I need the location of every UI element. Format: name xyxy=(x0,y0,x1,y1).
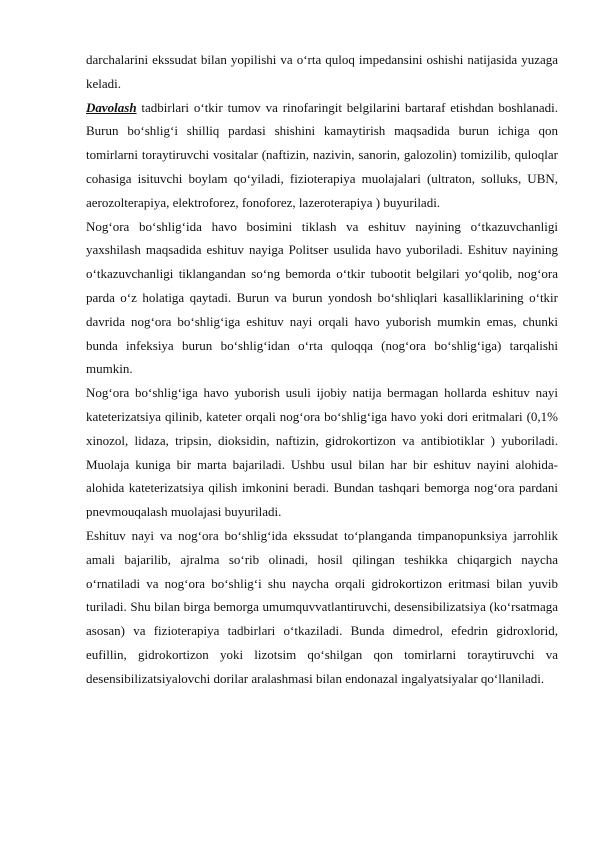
document-page xyxy=(86,48,558,691)
paragraph-catheterization xyxy=(86,381,558,524)
paragraph-text: Eshituv nayi va nog‘ora bo‘shlig‘ida ekssudat to‘planganda timpanopunksiya jarrohlik amali bajarilib, ajralma so‘rib olinadi, hosil qilingan teshikka chiqargich naycha o‘rnatiladi va nog‘ora bo‘shlig‘i shu naycha orqali gidrokortizon eritmasi bilan yuvib turiladi. Shu bilan birga bemorga umumquvvatlantiruvchi, desensibilizatsiya (ko‘rsatmaga asosan) va fizioterapiya tadbirlari o‘tkaziladi. Bunda dimedrol, efedrin gidroxlorid, eufillin, gidrokortizon yoki lizotsim qo‘shilgan qon tomirlarni toraytiruvchi va desensibilizatsiyalovchi dorilar aralashmasi bilan endonazal ingalyatsiyalar qo‘llaniladi. xyxy=(86,527,558,686)
treatment-heading: Davolash xyxy=(86,99,137,115)
paragraph-pressure xyxy=(86,215,558,382)
paragraph-text: Nog‘ora bo‘shlig‘ida havo bosimini tiklash va eshituv nayining o‘tkazuvchanligi yaxshilash maqsadida eshituv nayiga Politser usulida havo yuboriladi. Eshituv nayining o‘tkazuvchanligi tiklangandan so‘ng bemorda o‘tkir tubootit belgilari yo‘qolib, nog‘ora parda o‘z holatiga qaytadi. Burun va burun yondosh bo‘shliqlari kasalliklarining o‘tkir davrida nog‘ora bo‘shlig‘iga eshituv nayi orqali havo yuborish mumkin emas, chunki bunda infeksiya burun bo‘shlig‘idan o‘rta quloqqa (nog‘ora bo‘shlig‘iga) tarqalishi mumkin. xyxy=(86,218,558,377)
paragraph-text: tadbirlari o‘tkir tumov va rinofaringit belgilarini bartaraf etishdan boshlanadi. Burun bo‘shlig‘i shilliq pardasi shishini kamaytirish maqsadida burun ichiga qon tomirlarni toraytiruvchi vositalar (naftizin, nazivin, sanorin, galozolin) tomizilib, quloqlar cohasiga isituvchi boylam qo‘yiladi, fizioterapiya muolajalari (ultraton, solluks, UBN, aerozolterapiya, elektroforez, fonoforez, lazeroterapiya ) buyuriladi. xyxy=(86,99,558,210)
paragraph-treatment xyxy=(86,96,558,215)
paragraph-exudate xyxy=(86,524,558,691)
paragraph-continuation xyxy=(86,48,558,96)
paragraph-text: Nog‘ora bo‘shlig‘iga havo yuborish usuli ijobiy natija bermagan hollarda eshituv nayi kateterizatsiya qilinib, kateter orqali nog‘ora bo‘shlig‘iga havo yoki dori eritmalari (0,1% xinozol, lidaza, tripsin, dioksidin, naftizin, gidrokortizon va antibiotiklar ) yuboriladi. Muolaja kuniga bir marta bajariladi. Ushbu usul bilan har bir eshituv nayini alohida-alohida kateterizatsiya qilish imkonini beradi. Bundan tashqari bemorga nog‘ora pardani pnevmouqalash muolajasi buyuriladi. xyxy=(86,385,558,520)
paragraph-text: darchalarini ekssudat bilan yopilishi va o‘rta quloq impedansini oshishi natijasida yuzaga keladi. xyxy=(86,52,558,91)
